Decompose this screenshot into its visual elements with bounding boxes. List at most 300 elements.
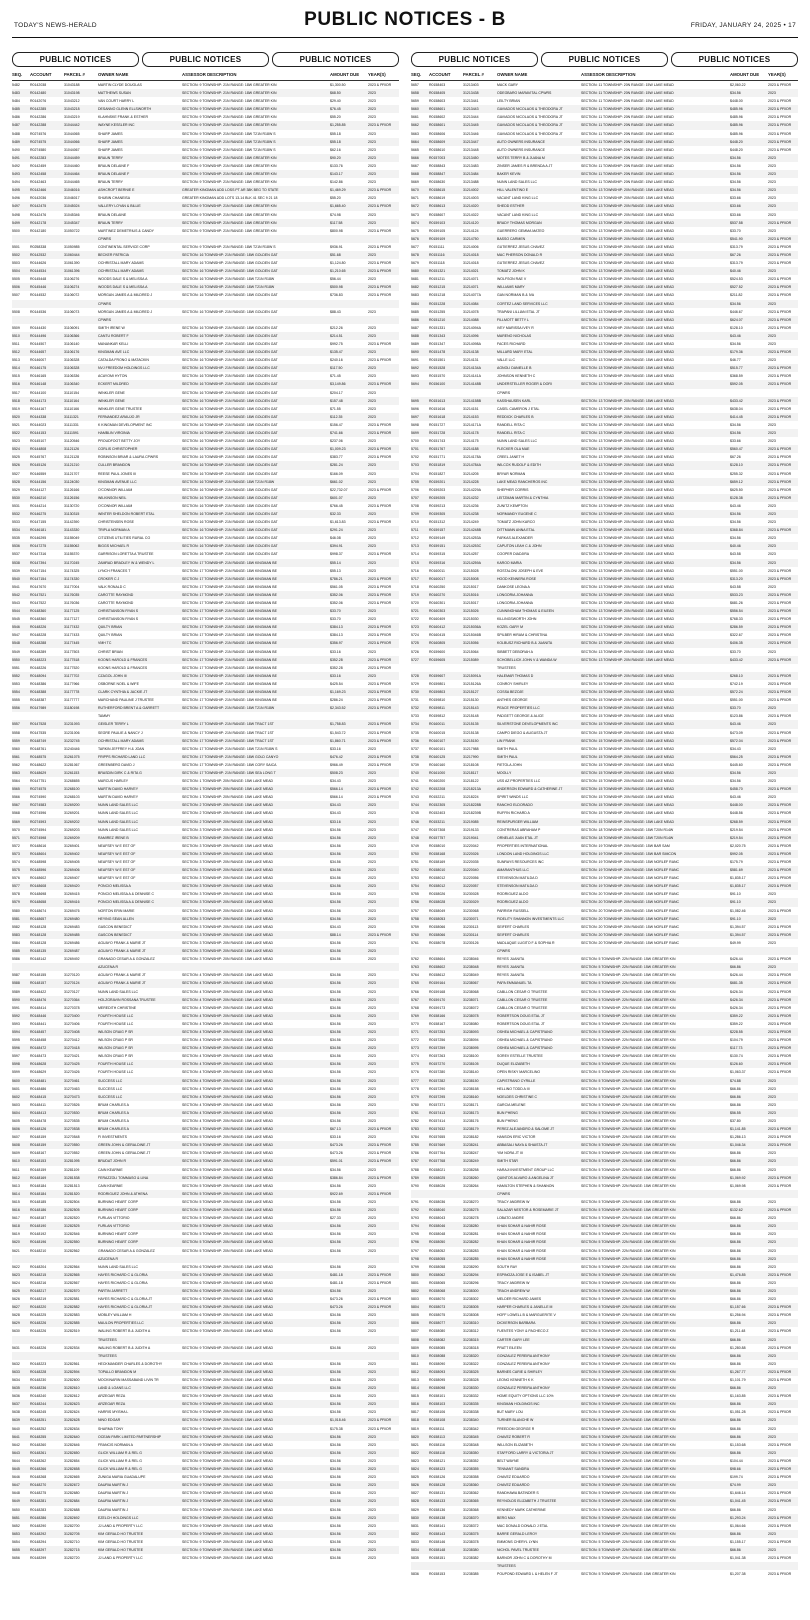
row-seq: 5646 bbox=[12, 1475, 20, 1480]
row-seq: 5776 bbox=[411, 1070, 419, 1075]
row-years: 2023 bbox=[368, 479, 376, 484]
row-owner-name: OCEAN PARK LIMITED PARTNERSHIP bbox=[98, 1434, 162, 1439]
row-account: R0160805 bbox=[429, 641, 446, 646]
row-description: SECTION: 16 TOWNSHIP: 21N RANGE: 18W GOLDEN GAT bbox=[182, 366, 278, 371]
row-amount-due: $33.70 bbox=[730, 228, 741, 233]
row-account: R0158012 bbox=[429, 884, 446, 889]
table-row bbox=[411, 769, 798, 777]
row-seq: 5568 bbox=[12, 811, 20, 816]
row-parcel: 31214148B bbox=[463, 382, 481, 387]
row-seq: 5829 bbox=[411, 1507, 419, 1512]
row-seq: 5766 bbox=[411, 989, 419, 994]
row-account: R0160303 bbox=[429, 609, 446, 614]
row-owner-name: CAPISTRANO CYRILLE bbox=[497, 1078, 536, 1083]
row-account: R0158106 bbox=[429, 1410, 446, 1415]
table-row bbox=[12, 291, 399, 299]
row-owner-name: FLECKER OLA MAE bbox=[497, 447, 530, 452]
row-parcel bbox=[64, 1336, 98, 1344]
column-header: ASSESSOR DESCRIPTION bbox=[581, 72, 636, 77]
row-amount-due: $34.56 bbox=[730, 520, 741, 525]
row-years: 2023 & PRIOR bbox=[768, 576, 792, 581]
table-row bbox=[12, 81, 399, 89]
row-years: 2023 & PRIOR bbox=[368, 625, 392, 630]
row-owner-name: CHRISTIANSON RYAN S bbox=[98, 609, 139, 614]
row-account: R0148153 bbox=[30, 1159, 47, 1164]
row-parcel bbox=[463, 1562, 497, 1570]
row-years: 2023 bbox=[368, 1110, 376, 1115]
row-parcel: 31214002 bbox=[463, 188, 479, 193]
row-account: R0147154 bbox=[30, 576, 47, 581]
row-description: SECTION: 16 TOWNSHIP: 21N RANGE: 18W GOLDEN GAT bbox=[182, 261, 278, 266]
row-seq: 5701 bbox=[411, 447, 419, 452]
row-years: 2023 & PRIOR bbox=[368, 188, 392, 193]
row-amount-due: $132.62 bbox=[730, 1208, 743, 1213]
row-account: R0158138 bbox=[429, 1515, 446, 1520]
row-parcel: 31238348 bbox=[463, 1442, 479, 1447]
table-row bbox=[12, 1036, 399, 1044]
row-description: SECTION: 15 TOWNSHIP: 20N RANGE: 15W LAKE MEAD bbox=[581, 811, 675, 816]
row-seq: 5574 bbox=[12, 860, 20, 864]
row-parcel: 31268103 bbox=[64, 795, 80, 800]
row-account: R0151116 bbox=[429, 252, 445, 257]
row-years: 2023 bbox=[368, 1386, 376, 1391]
row-parcel: 31061396 bbox=[64, 269, 80, 274]
row-parcel: 31177518 bbox=[64, 657, 80, 662]
row-description: SECTION: 5 TOWNSHIP: 22N RANGE: 15W GREATER KIN bbox=[581, 1199, 676, 1204]
row-amount-due: $356.97 bbox=[330, 641, 343, 646]
row-description: SECTION: 13 TOWNSHIP: 20N RANGE: 15W LAKE MEAD bbox=[581, 511, 675, 516]
row-years: 2023 & PRIOR bbox=[768, 406, 792, 411]
row-amount-due: $34.56 bbox=[330, 1394, 341, 1399]
row-description: SECTION: 16 TOWNSHIP: 21N RANGE: 18W GOLDEN GAT bbox=[182, 374, 278, 379]
column-header-row bbox=[12, 70, 399, 81]
row-parcel: 31213438 bbox=[463, 91, 479, 96]
row-parcel: 31106274 bbox=[64, 285, 80, 290]
row-account: R0148414 bbox=[30, 1005, 47, 1010]
row-seq: 5535 bbox=[12, 536, 20, 541]
row-account: R0148159 bbox=[30, 1143, 47, 1148]
row-seq: 5506 bbox=[12, 285, 20, 290]
row-owner-name: BRUM CHARLES A bbox=[98, 1102, 129, 1107]
row-amount-due: $383.77 bbox=[330, 455, 343, 460]
row-owner-name: KOLBUSZ RICHARD B & JUANITA bbox=[497, 641, 553, 646]
row-parcel: 31106073 bbox=[64, 309, 80, 314]
row-account: R0148184 bbox=[30, 1183, 47, 1188]
banner-row bbox=[411, 52, 798, 67]
row-description: SECTION: 5 TOWNSHIP: 22N RANGE: 15W GREATER KIN bbox=[581, 1313, 676, 1318]
row-seq: 5503 bbox=[12, 261, 20, 266]
row-parcel: 31282570 bbox=[64, 1288, 80, 1293]
row-parcel: 31269209 bbox=[64, 835, 80, 840]
row-years: 2023 bbox=[368, 406, 376, 411]
row-description: SECTION: 3 TOWNSHIP: 20N RANGE: 15W LAKE MEAD bbox=[182, 884, 274, 889]
table-row bbox=[12, 154, 399, 162]
row-description: SECTION: 13 TOWNSHIP: 20N RANGE: 15W LAKE MEAD bbox=[581, 261, 675, 266]
row-description: SECTION: 15 TOWNSHIP: 20N RANGE: 15W LAKE MEAD bbox=[581, 673, 675, 678]
row-owner-name: GREENBERG DAVID J bbox=[98, 762, 135, 767]
row-years: 2023 & PRIOR bbox=[368, 1280, 392, 1285]
row-years: 2023 bbox=[368, 649, 376, 654]
row-owner-name: WAYNE KESSLER INC bbox=[98, 123, 135, 128]
table-row bbox=[12, 1157, 399, 1165]
row-seq: 5733 bbox=[411, 714, 419, 719]
table-row bbox=[12, 1311, 399, 1319]
row-account: R0158148 bbox=[429, 1547, 446, 1552]
row-description: SECTION: 15 TOWNSHIP: 20N RANGE: 15W LAKE MEAD bbox=[581, 819, 675, 824]
row-owner-name: PAPA EMMANUEL TA bbox=[497, 981, 532, 986]
row-seq: 5619 bbox=[12, 1232, 20, 1237]
row-amount-due: $55.20 bbox=[330, 115, 341, 120]
row-owner-name: ANTHES GEORGE bbox=[497, 698, 528, 703]
row-amount-due: $34.56 bbox=[330, 1507, 341, 1512]
row-owner-name: NUNN LAND SALES LLC bbox=[497, 439, 538, 444]
row-account: R0147155 bbox=[30, 520, 47, 525]
row-account bbox=[429, 389, 463, 397]
row-amount-due: $1,124.80 bbox=[330, 261, 346, 266]
table-row bbox=[12, 510, 399, 518]
row-amount-due: $1,153.68 bbox=[730, 1442, 746, 1447]
row-seq: 5831 bbox=[411, 1523, 419, 1528]
row-years: 2023 & PRIOR bbox=[368, 431, 392, 436]
row-account: R0158095 bbox=[429, 1378, 446, 1382]
row-owner-name: MELDER RICHARD JAMES bbox=[497, 1297, 542, 1302]
row-amount-due: $1,163.85 bbox=[730, 1394, 746, 1399]
row-years: 2023 & PRIOR bbox=[768, 139, 792, 144]
row-seq bbox=[411, 1562, 429, 1570]
row-amount-due: $1,211.48 bbox=[730, 1329, 746, 1334]
row-amount-due: $117.50 bbox=[330, 366, 343, 371]
row-amount-due: $214.51 bbox=[330, 333, 343, 338]
row-years: 2023 bbox=[368, 544, 376, 549]
row-years: 2023 & PRIOR bbox=[768, 293, 792, 298]
row-owner-name: CPWRS bbox=[98, 301, 112, 306]
row-years: 2023 & PRIOR bbox=[368, 358, 392, 363]
row-owner-name: FURLAN VITTORIO bbox=[98, 1224, 130, 1229]
table-row-continuation bbox=[12, 300, 399, 308]
row-account: R0160011 bbox=[429, 722, 445, 727]
row-account: R0151347 bbox=[429, 342, 446, 346]
row-account: R0157282 bbox=[429, 1078, 446, 1083]
row-account: R0158010 bbox=[429, 843, 446, 848]
row-amount-due: $742.19 bbox=[730, 681, 743, 686]
row-owner-name: VAN COURT HARRY L bbox=[98, 99, 135, 104]
row-amount-due: $34.56 bbox=[330, 1483, 341, 1488]
row-description: SECTION: 13 TOWNSHIP: 20N RANGE: 15W LAKE MEAD bbox=[581, 503, 675, 508]
table-row bbox=[12, 1416, 399, 1424]
table-row bbox=[12, 283, 399, 291]
row-account: R0146165 bbox=[30, 374, 47, 379]
row-seq: 5696 bbox=[411, 406, 419, 411]
row-description: SECTION: 16 TOWNSHIP: 21N RANGE: 18W GOLDEN GAT bbox=[182, 342, 278, 346]
row-owner-name: BRUM CHARLES A bbox=[98, 1127, 129, 1132]
row-amount-due: $1,141.85 bbox=[730, 1127, 746, 1132]
table-row bbox=[12, 445, 399, 453]
row-account: R0274580 bbox=[30, 147, 47, 152]
row-parcel: 31281109 bbox=[64, 1167, 80, 1172]
row-parcel: 31270364 bbox=[64, 997, 80, 1002]
row-parcel: 31238100 bbox=[463, 1054, 479, 1059]
row-amount-due: $240.16 bbox=[330, 358, 343, 363]
row-years: 2023 bbox=[368, 1475, 376, 1480]
row-years: 2023 & PRIOR bbox=[768, 1491, 792, 1496]
row-seq: 5570 bbox=[12, 827, 20, 832]
row-seq bbox=[12, 963, 30, 971]
row-seq: 5738 bbox=[411, 754, 419, 759]
row-amount-due: $34.56 bbox=[730, 511, 741, 516]
row-seq: 5715 bbox=[411, 560, 419, 565]
row-seq: 5514 bbox=[12, 366, 20, 371]
row-parcel: 31220040 bbox=[463, 868, 479, 873]
row-seq: 5495 bbox=[12, 188, 20, 193]
row-seq: 5601 bbox=[12, 1086, 20, 1091]
row-owner-name: KIM GERALD HO TRUSTEE bbox=[98, 1539, 144, 1544]
row-account: R0142480 bbox=[30, 91, 47, 96]
table-row bbox=[12, 996, 399, 1004]
row-years: 2023 bbox=[768, 180, 776, 185]
row-description: SECTION: 5 TOWNSHIP: 22N RANGE: 15W GREATER KIN bbox=[581, 1321, 676, 1326]
row-amount-due: $268.10 bbox=[730, 673, 743, 678]
row-amount-due: $1,157.66 bbox=[730, 1305, 746, 1310]
row-seq: 5705 bbox=[411, 479, 419, 484]
row-account: R0158141 bbox=[429, 1523, 446, 1528]
row-owner-name: AGUAYO FRANK & MARIE JT bbox=[98, 949, 146, 954]
row-parcel: 31130720 bbox=[64, 503, 80, 508]
table-row bbox=[12, 648, 399, 656]
row-owner-name: WILCOX RUDOLF & EDITH bbox=[497, 463, 541, 468]
row-owner-name: BIGGS MICHAEL R bbox=[98, 544, 129, 549]
table-row bbox=[411, 1157, 798, 1165]
table-row bbox=[411, 1271, 798, 1279]
table-row bbox=[12, 1198, 399, 1206]
row-seq: 5606 bbox=[12, 1127, 20, 1132]
row-years: 2023 & PRIOR bbox=[768, 681, 792, 686]
table-row bbox=[12, 146, 399, 154]
row-parcel: 31238270 bbox=[463, 1199, 479, 1204]
row-description: SECTION: 5 TOWNSHIP: 22N RANGE: 15W GREATER KIN bbox=[581, 1240, 676, 1245]
row-parcel: 31238260 bbox=[463, 1175, 479, 1180]
row-owner-name: WINKLER GENE bbox=[98, 398, 125, 403]
row-amount-due: $445.60 bbox=[730, 762, 743, 767]
row-seq: 5786 bbox=[411, 1151, 419, 1156]
table-row bbox=[12, 1473, 399, 1481]
row-description: SECTION: 5 TOWNSHIP: 20N RANGE: 15W LAKE MEAD bbox=[182, 1191, 274, 1196]
row-years: 2023 bbox=[368, 350, 376, 355]
row-description: SECTION: 6 TOWNSHIP: 20N RANGE: 15W LAKE MEAD bbox=[182, 1280, 274, 1285]
row-seq: 5655 bbox=[12, 1547, 20, 1552]
row-years: 2023 & PRIOR bbox=[768, 1272, 792, 1277]
table-row bbox=[12, 1271, 399, 1279]
row-seq: 5561 bbox=[12, 754, 20, 759]
row-owner-name: TRAPANI LILLIAN ETAL JT bbox=[497, 309, 540, 314]
row-seq: 5754 bbox=[411, 884, 419, 889]
row-amount-due: $564.25 bbox=[730, 754, 743, 759]
row-account: R0157290 bbox=[429, 1086, 446, 1091]
row-description: SECTION: 16 TOWNSHIP: 21N RANGE: 18W GOLDEN GAT bbox=[182, 382, 278, 387]
row-description: SECTION: 5 TOWNSHIP: 22N RANGE: 15W GREATER KIN bbox=[581, 1337, 676, 1342]
row-owner-name: NUNN LAND SALES LLC bbox=[98, 819, 139, 824]
row-years: 2023 bbox=[768, 1224, 776, 1229]
table-row bbox=[12, 567, 399, 575]
row-years: 2023 & PRIOR bbox=[768, 285, 792, 290]
row-parcel: 31215138 bbox=[463, 730, 479, 735]
row-amount-due: $55.18 bbox=[330, 131, 341, 136]
row-years: 2023 & PRIOR bbox=[768, 827, 792, 832]
row-owner-name: GEISLER TERRY L bbox=[98, 722, 129, 727]
row-years: 2023 bbox=[368, 536, 376, 541]
row-account: R0158168 bbox=[429, 851, 446, 856]
table-row bbox=[12, 170, 399, 178]
row-seq: 5747 bbox=[411, 827, 419, 832]
row-years: 2023 & PRIOR bbox=[368, 762, 392, 767]
table-row bbox=[12, 979, 399, 987]
row-description: SECTION: 9 TOWNSHIP: 21N RANGE: 18W GREATER KIN bbox=[182, 172, 277, 177]
table-row bbox=[411, 356, 798, 364]
row-years: 2023 bbox=[768, 422, 776, 427]
row-account: R0158610 bbox=[429, 147, 446, 152]
row-years: 2023 bbox=[368, 1264, 376, 1269]
row-account: R0148187 bbox=[30, 1216, 47, 1221]
row-parcel: 31218122 bbox=[463, 779, 479, 784]
row-years: 2023 bbox=[368, 835, 376, 840]
row-years: 2023 bbox=[368, 91, 376, 96]
row-amount-due: $199.74 bbox=[730, 1475, 743, 1480]
table-row bbox=[411, 907, 798, 915]
row-seq: 5795 bbox=[411, 1232, 419, 1237]
row-amount-due: $458.70 bbox=[730, 787, 743, 792]
table-row bbox=[12, 340, 399, 348]
row-seq: 5683 bbox=[411, 293, 419, 298]
row-amount-due: $33.16 bbox=[330, 673, 341, 678]
row-seq: 5819 bbox=[411, 1426, 419, 1431]
row-account: R0148297 bbox=[30, 1547, 47, 1552]
row-description: SECTION: 6 TOWNSHIP: 20N RANGE: 15W LAKE MEAD bbox=[182, 1321, 274, 1326]
row-seq: 5833 bbox=[411, 1539, 419, 1544]
table-row bbox=[411, 1109, 798, 1117]
row-description: SECTION: 15 TOWNSHIP: 20N RANGE: 15W LAKE MEAD bbox=[581, 795, 675, 800]
column-header: AMOUNT DUE bbox=[330, 72, 360, 77]
row-parcel: 31238046 bbox=[463, 957, 479, 962]
row-description: SECTION: 5 TOWNSHIP: 22N RANGE: 15W GREATER KIN bbox=[581, 1021, 676, 1026]
row-amount-due: $1,041.38 bbox=[730, 1556, 746, 1561]
row-description: SECTION: 6 TOWNSHIP: 20N RANGE: 15W LAKE MEAD bbox=[182, 1264, 274, 1269]
row-seq: 5589 bbox=[12, 989, 20, 994]
row-parcel: 31214096 bbox=[463, 333, 479, 338]
row-years: 2023 bbox=[768, 1086, 776, 1091]
row-parcel: 31177127 bbox=[64, 617, 80, 622]
row-description: SECTION: 16 TOWNSHIP: 21N RANGE: 18W GOLDEN GAT bbox=[182, 487, 278, 492]
row-amount-due: $34.56 bbox=[330, 949, 341, 954]
row-description: SECTION: 5 TOWNSHIP: 22N RANGE: 15W GREATER KIN bbox=[581, 1175, 676, 1180]
row-owner-name: GASCON BENEDICT bbox=[98, 924, 132, 929]
row-owner-name: VACANT LAND KING LLC bbox=[497, 196, 539, 201]
table-row bbox=[12, 1101, 399, 1109]
row-parcel: 31269405 bbox=[64, 860, 80, 864]
row-seq: 5782 bbox=[411, 1119, 419, 1123]
row-description: SECTION: 5 TOWNSHIP: 22N RANGE: 15W GREATER KIN bbox=[581, 1402, 676, 1407]
row-description: SECTION: 11 TOWNSHIP: 20N RANGE: 15W LAKE MEAD bbox=[581, 163, 674, 168]
row-years: 2023 & PRIOR bbox=[768, 1539, 792, 1544]
row-seq: 5787 bbox=[411, 1159, 419, 1164]
row-amount-due: $126.60 bbox=[730, 1062, 743, 1067]
table-row bbox=[411, 996, 798, 1004]
row-years: 2023 bbox=[768, 536, 776, 541]
row-years: 2023 & PRIOR bbox=[368, 706, 392, 711]
row-description: SECTION: 16 TOWNSHIP: 21N RANGE: 18W GOLDEN GAT bbox=[182, 390, 278, 395]
row-description: SECTION: 5 TOWNSHIP: 22N RANGE: 15W GREATER KIN bbox=[581, 1151, 676, 1156]
row-account: R0151343 bbox=[429, 333, 446, 338]
row-owner-name: GONZALEZ PEREIRA ANTHONY bbox=[497, 1386, 550, 1391]
row-amount-due: $88.14 bbox=[330, 932, 341, 937]
row-owner-name: AGUAYO FRANK & MARIE JT bbox=[98, 981, 146, 986]
row-account: R0148292 bbox=[30, 1531, 47, 1536]
row-description: SECTION: 17 TOWNSHIP: 21N RANGE: 18W SEA LONG T bbox=[182, 770, 276, 775]
row-years: 2023 & PRIOR bbox=[368, 261, 392, 266]
row-amount-due: $1,646.14 bbox=[730, 1491, 746, 1496]
table-row bbox=[12, 1222, 399, 1230]
row-account: R0158619 bbox=[429, 196, 446, 201]
row-owner-name: QUILTY BRIAN bbox=[98, 625, 122, 630]
row-owner-name: STEVENSON MATILDA D bbox=[497, 884, 538, 889]
row-amount-due: $175.79 bbox=[730, 860, 743, 864]
row-description: SECTION: 5 TOWNSHIP: 22N RANGE: 15W GREATER KIN bbox=[581, 1029, 676, 1034]
row-amount-due: $1,394.57 bbox=[730, 932, 746, 937]
row-years: 2023 bbox=[768, 1483, 776, 1488]
row-years: 2023 bbox=[368, 827, 376, 832]
row-years: 2023 bbox=[768, 342, 776, 346]
row-account: R0152403 bbox=[429, 811, 446, 816]
row-years: 2023 & PRIOR bbox=[768, 99, 792, 104]
row-seq: 5707 bbox=[411, 495, 419, 500]
row-owner-name: O'CONNOR WILLIAM bbox=[98, 503, 133, 508]
column-header: AMOUNT DUE bbox=[730, 72, 760, 77]
table-row bbox=[411, 575, 798, 583]
row-amount-due: $34.56 bbox=[330, 1434, 341, 1439]
row-amount-due: $352.06 bbox=[330, 592, 343, 597]
row-years: 2023 bbox=[368, 471, 376, 476]
row-description: SECTION: 9 TOWNSHIP: 20N RANGE: 15W LAKE MEAD bbox=[182, 1426, 274, 1431]
row-description: SECTION: 4 TOWNSHIP: 20N RANGE: 15W LAKE MEAD bbox=[182, 973, 274, 978]
row-owner-name: IVEY MARISSA IVEY R bbox=[497, 325, 534, 330]
row-parcel: 31282700 bbox=[64, 1523, 80, 1528]
table-row bbox=[12, 356, 399, 364]
section-banner: PUBLIC NOTICES bbox=[541, 52, 668, 67]
row-owner-name: KAROO MARIA bbox=[497, 560, 522, 565]
row-years: 2023 & PRIOR bbox=[768, 414, 792, 419]
row-seq: 5654 bbox=[12, 1539, 20, 1544]
row-parcel: 31270552 bbox=[64, 1151, 80, 1156]
table-row-continuation bbox=[12, 963, 399, 971]
column-header: ACCOUNT bbox=[429, 72, 451, 77]
row-parcel: 31238320 bbox=[463, 1353, 479, 1358]
row-account: R0151771 bbox=[429, 455, 446, 460]
row-account: R0142038 bbox=[30, 83, 47, 87]
table-row bbox=[411, 1206, 798, 1214]
table-row bbox=[411, 826, 798, 834]
row-owner-name: BUN PHENG bbox=[497, 1119, 518, 1123]
row-seq: 5602 bbox=[12, 1094, 20, 1099]
row-parcel: 31270550 bbox=[64, 1143, 80, 1148]
row-description: SECTION: 1 TOWNSHIP: 20N RANGE: 15W LAKE MEAD bbox=[182, 795, 274, 800]
row-seq bbox=[411, 389, 429, 397]
row-years: 2023 bbox=[368, 811, 376, 816]
row-years: 2023 & PRIOR bbox=[768, 851, 792, 856]
row-description: SECTION: 5 TOWNSHIP: 22N RANGE: 15W GREATER KIN bbox=[581, 965, 676, 970]
row-amount-due: $473.26 bbox=[330, 1151, 343, 1156]
row-amount-due: $67.13 bbox=[330, 1127, 341, 1132]
row-owner-name: ZUNIGA MARIA GUADALUPE bbox=[98, 1475, 146, 1480]
row-description: SECTION: 16 TOWNSHIP: 21N RANGE: 18W GOLDEN GAT bbox=[182, 309, 278, 314]
row-description: SECTION: 13 TOWNSHIP: 20N RANGE: 15W LAKE MEAD bbox=[581, 342, 675, 346]
